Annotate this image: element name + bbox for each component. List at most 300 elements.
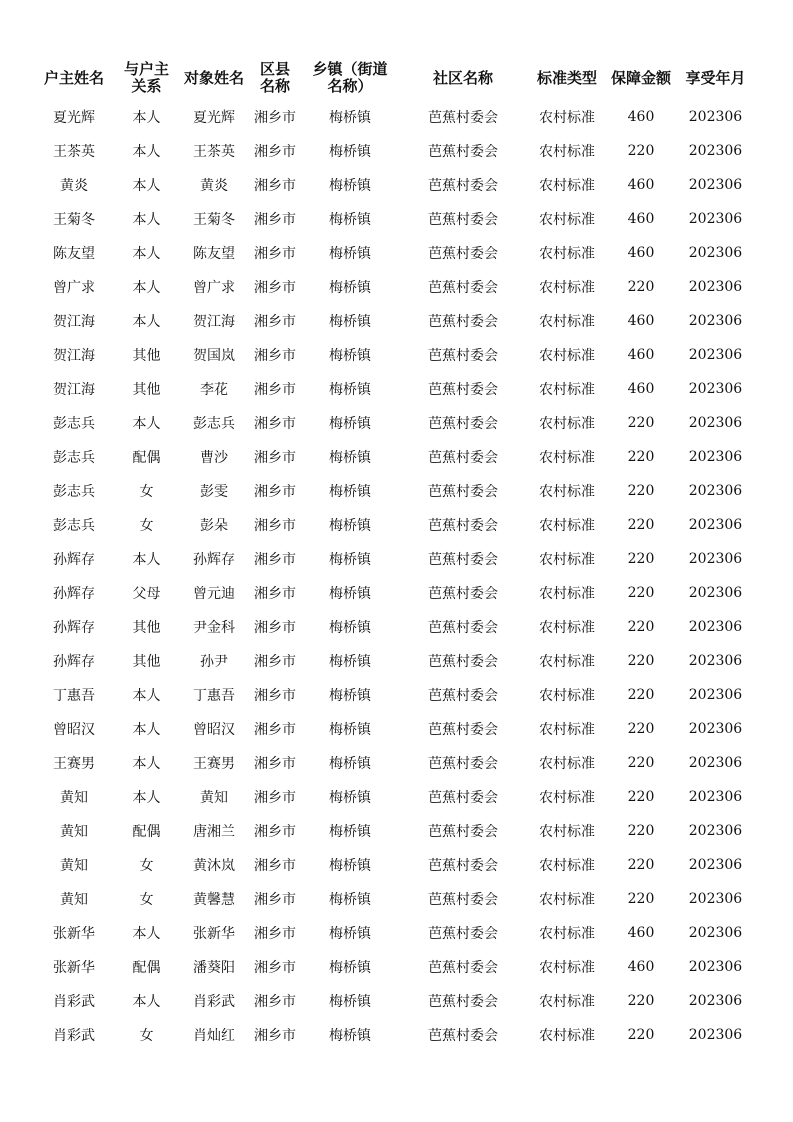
cell-head-name: 肖彩武	[53, 994, 95, 1010]
cell-period: 202306	[688, 551, 743, 567]
column-header-line: 户主姓名	[43, 68, 104, 87]
cell-amount: 220	[627, 721, 655, 737]
cell-target-name: 王茶英	[193, 144, 235, 160]
cell-town: 梅桥镇	[329, 620, 371, 636]
cell-target-name: 彭雯	[200, 484, 228, 500]
cell-period: 202306	[688, 109, 743, 125]
cell-period: 202306	[688, 483, 743, 499]
cell-town: 梅桥镇	[329, 518, 371, 534]
table-row	[35, 882, 755, 916]
cell-period: 202306	[688, 721, 743, 737]
cell-county: 湘乡市	[254, 484, 296, 500]
table-row	[35, 474, 755, 508]
cell-period: 202306	[688, 755, 743, 771]
cell-amount: 220	[627, 823, 655, 839]
cell-community: 芭蕉村委会	[428, 756, 498, 772]
table-row	[35, 372, 755, 406]
cell-period: 202306	[688, 857, 743, 873]
table-row	[35, 814, 755, 848]
cell-period: 202306	[688, 993, 743, 1009]
cell-target-name: 陈友望	[193, 246, 235, 262]
cell-county: 湘乡市	[254, 1028, 296, 1044]
cell-period: 202306	[688, 959, 743, 975]
cell-county: 湘乡市	[254, 450, 296, 466]
cell-period: 202306	[688, 279, 743, 295]
cell-standard-type: 农村标准	[539, 994, 595, 1010]
cell-period: 202306	[688, 177, 743, 193]
cell-community: 芭蕉村委会	[428, 858, 498, 874]
cell-target-name: 孙尹	[200, 654, 228, 670]
cell-town: 梅桥镇	[329, 858, 371, 874]
table-row	[35, 236, 755, 270]
cell-target-name: 贺国岚	[193, 348, 235, 364]
cell-community: 芭蕉村委会	[428, 654, 498, 670]
cell-town: 梅桥镇	[329, 790, 371, 806]
cell-community: 芭蕉村委会	[428, 178, 498, 194]
cell-amount: 220	[627, 279, 655, 295]
cell-standard-type: 农村标准	[539, 314, 595, 330]
cell-community: 芭蕉村委会	[428, 416, 498, 432]
cell-relation: 其他	[132, 348, 161, 364]
cell-county: 湘乡市	[254, 314, 296, 330]
cell-community: 芭蕉村委会	[428, 280, 498, 296]
cell-standard-type: 农村标准	[539, 110, 595, 126]
cell-standard-type: 农村标准	[539, 518, 595, 534]
cell-community: 芭蕉村委会	[428, 246, 498, 262]
cell-head-name: 贺江海	[53, 348, 95, 364]
cell-county: 湘乡市	[254, 416, 296, 432]
cell-community: 芭蕉村委会	[428, 994, 498, 1010]
cell-relation: 本人	[132, 280, 161, 296]
cell-town: 梅桥镇	[329, 348, 371, 364]
cell-town: 梅桥镇	[329, 688, 371, 704]
cell-standard-type: 农村标准	[539, 586, 595, 602]
table-row	[35, 848, 755, 882]
cell-target-name: 孙辉存	[193, 552, 235, 568]
cell-relation: 本人	[132, 688, 161, 704]
cell-amount: 220	[627, 449, 655, 465]
cell-period: 202306	[688, 313, 743, 329]
table-row	[35, 168, 755, 202]
column-header-standard-type	[528, 56, 606, 100]
cell-relation: 配偶	[132, 450, 161, 466]
cell-head-name: 王茶英	[53, 144, 95, 160]
cell-community: 芭蕉村委会	[428, 382, 498, 398]
column-header-line: 关系	[131, 77, 162, 95]
cell-town: 梅桥镇	[329, 314, 371, 330]
cell-town: 梅桥镇	[329, 960, 371, 976]
cell-amount: 220	[627, 619, 655, 635]
cell-community: 芭蕉村委会	[428, 722, 498, 738]
cell-relation: 本人	[132, 246, 161, 262]
cell-town: 梅桥镇	[329, 1028, 371, 1044]
cell-relation: 本人	[132, 790, 161, 806]
cell-community: 芭蕉村委会	[428, 110, 498, 126]
table-row	[35, 100, 755, 134]
cell-community: 芭蕉村委会	[428, 552, 498, 568]
cell-county: 湘乡市	[254, 892, 296, 908]
cell-town: 梅桥镇	[329, 994, 371, 1010]
cell-relation: 本人	[132, 416, 161, 432]
table-row	[35, 712, 755, 746]
cell-period: 202306	[688, 415, 743, 431]
cell-standard-type: 农村标准	[539, 926, 595, 942]
cell-target-name: 夏光辉	[193, 110, 235, 126]
cell-target-name: 曾广求	[193, 280, 235, 296]
cell-town: 梅桥镇	[329, 144, 371, 160]
cell-amount: 220	[627, 857, 655, 873]
column-header-line: 保障金额	[610, 68, 671, 87]
cell-county: 湘乡市	[254, 552, 296, 568]
table-body	[35, 100, 755, 1052]
column-header-community	[398, 56, 528, 100]
cell-standard-type: 农村标准	[539, 212, 595, 228]
cell-standard-type: 农村标准	[539, 756, 595, 772]
cell-county: 湘乡市	[254, 518, 296, 534]
column-header-period	[676, 56, 755, 100]
cell-target-name: 王赛男	[193, 756, 235, 772]
table-row	[35, 508, 755, 542]
cell-target-name: 贺江海	[193, 314, 235, 330]
cell-town: 梅桥镇	[329, 416, 371, 432]
cell-relation: 本人	[132, 144, 161, 160]
cell-standard-type: 农村标准	[539, 892, 595, 908]
beneficiary-table	[35, 56, 755, 1052]
column-header-relation	[113, 56, 180, 100]
cell-standard-type: 农村标准	[539, 178, 595, 194]
cell-amount: 460	[627, 245, 655, 261]
cell-standard-type: 农村标准	[539, 348, 595, 364]
cell-relation: 本人	[132, 212, 161, 228]
cell-county: 湘乡市	[254, 960, 296, 976]
cell-head-name: 丁惠吾	[53, 688, 95, 704]
cell-relation: 本人	[132, 994, 161, 1010]
table-row	[35, 338, 755, 372]
cell-town: 梅桥镇	[329, 654, 371, 670]
cell-community: 芭蕉村委会	[428, 586, 498, 602]
cell-amount: 220	[627, 143, 655, 159]
cell-community: 芭蕉村委会	[428, 688, 498, 704]
cell-standard-type: 农村标准	[539, 1028, 595, 1044]
cell-community: 芭蕉村委会	[428, 790, 498, 806]
table-row	[35, 304, 755, 338]
cell-community: 芭蕉村委会	[428, 212, 498, 228]
cell-county: 湘乡市	[254, 722, 296, 738]
column-header-line: 标准类型	[536, 68, 597, 87]
cell-target-name: 尹金科	[193, 620, 235, 636]
cell-community: 芭蕉村委会	[428, 348, 498, 364]
cell-amount: 460	[627, 211, 655, 227]
cell-amount: 220	[627, 551, 655, 567]
cell-amount: 460	[627, 381, 655, 397]
cell-relation: 本人	[132, 926, 161, 942]
cell-town: 梅桥镇	[329, 722, 371, 738]
cell-community: 芭蕉村委会	[428, 1028, 498, 1044]
cell-target-name: 黄沐岚	[193, 858, 235, 874]
cell-community: 芭蕉村委会	[428, 824, 498, 840]
cell-relation: 女	[139, 858, 154, 874]
cell-county: 湘乡市	[254, 144, 296, 160]
cell-standard-type: 农村标准	[539, 688, 595, 704]
column-header-line: 区县	[259, 60, 290, 78]
table-row	[35, 780, 755, 814]
cell-amount: 220	[627, 585, 655, 601]
cell-relation: 女	[139, 1028, 154, 1044]
cell-period: 202306	[688, 517, 743, 533]
cell-county: 湘乡市	[254, 858, 296, 874]
cell-period: 202306	[688, 245, 743, 261]
cell-target-name: 黄炎	[200, 178, 228, 194]
cell-amount: 460	[627, 313, 655, 329]
table-row	[35, 950, 755, 984]
cell-standard-type: 农村标准	[539, 484, 595, 500]
table-row	[35, 440, 755, 474]
cell-head-name: 陈友望	[53, 246, 95, 262]
cell-community: 芭蕉村委会	[428, 620, 498, 636]
cell-relation: 配偶	[132, 824, 161, 840]
cell-relation: 女	[139, 484, 154, 500]
table-row	[35, 916, 755, 950]
cell-town: 梅桥镇	[329, 382, 371, 398]
cell-period: 202306	[688, 143, 743, 159]
cell-county: 湘乡市	[254, 178, 296, 194]
table-row	[35, 270, 755, 304]
cell-standard-type: 农村标准	[539, 960, 595, 976]
cell-amount: 220	[627, 891, 655, 907]
cell-community: 芭蕉村委会	[428, 892, 498, 908]
cell-county: 湘乡市	[254, 382, 296, 398]
cell-target-name: 黄馨慧	[193, 892, 235, 908]
cell-period: 202306	[688, 891, 743, 907]
cell-standard-type: 农村标准	[539, 416, 595, 432]
cell-town: 梅桥镇	[329, 450, 371, 466]
cell-head-name: 孙辉存	[53, 552, 95, 568]
cell-target-name: 王菊冬	[193, 212, 235, 228]
cell-period: 202306	[688, 381, 743, 397]
cell-town: 梅桥镇	[329, 586, 371, 602]
column-header-line: 与户主	[123, 60, 169, 78]
cell-relation: 其他	[132, 620, 161, 636]
table-row	[35, 406, 755, 440]
cell-amount: 220	[627, 1027, 655, 1043]
table-row	[35, 984, 755, 1018]
cell-period: 202306	[688, 585, 743, 601]
cell-town: 梅桥镇	[329, 246, 371, 262]
cell-town: 梅桥镇	[329, 824, 371, 840]
cell-standard-type: 农村标准	[539, 280, 595, 296]
cell-head-name: 彭志兵	[53, 416, 95, 432]
cell-county: 湘乡市	[254, 824, 296, 840]
cell-head-name: 黄知	[60, 858, 88, 874]
column-header-town	[302, 56, 398, 100]
cell-standard-type: 农村标准	[539, 552, 595, 568]
cell-target-name: 肖彩武	[193, 994, 235, 1010]
cell-head-name: 曾昭汉	[53, 722, 95, 738]
cell-head-name: 张新华	[53, 926, 95, 942]
cell-relation: 本人	[132, 756, 161, 772]
cell-target-name: 彭志兵	[193, 416, 235, 432]
cell-target-name: 张新华	[193, 926, 235, 942]
column-header-line: 乡镇（街道	[312, 60, 388, 78]
cell-standard-type: 农村标准	[539, 654, 595, 670]
table-row	[35, 202, 755, 236]
cell-amount: 460	[627, 347, 655, 363]
cell-town: 梅桥镇	[329, 484, 371, 500]
table-row	[35, 1018, 755, 1052]
table-row	[35, 746, 755, 780]
cell-standard-type: 农村标准	[539, 722, 595, 738]
cell-county: 湘乡市	[254, 756, 296, 772]
cell-amount: 220	[627, 789, 655, 805]
cell-amount: 460	[627, 109, 655, 125]
cell-head-name: 王菊冬	[53, 212, 95, 228]
column-header-amount	[606, 56, 676, 100]
cell-head-name: 肖彩武	[53, 1028, 95, 1044]
cell-amount: 460	[627, 925, 655, 941]
cell-target-name: 肖灿红	[193, 1028, 235, 1044]
table-row	[35, 678, 755, 712]
table-row	[35, 542, 755, 576]
cell-relation: 父母	[132, 586, 161, 602]
table-row	[35, 576, 755, 610]
cell-standard-type: 农村标准	[539, 450, 595, 466]
cell-period: 202306	[688, 687, 743, 703]
cell-amount: 220	[627, 415, 655, 431]
cell-target-name: 曾元迪	[193, 586, 235, 602]
cell-amount: 460	[627, 959, 655, 975]
column-header-line: 名称）	[327, 77, 373, 95]
cell-standard-type: 农村标准	[539, 790, 595, 806]
cell-amount: 220	[627, 483, 655, 499]
cell-county: 湘乡市	[254, 110, 296, 126]
cell-relation: 其他	[132, 654, 161, 670]
cell-amount: 460	[627, 177, 655, 193]
cell-county: 湘乡市	[254, 926, 296, 942]
cell-head-name: 黄知	[60, 790, 88, 806]
cell-relation: 本人	[132, 110, 161, 126]
cell-head-name: 王赛男	[53, 756, 95, 772]
cell-community: 芭蕉村委会	[428, 926, 498, 942]
table-row	[35, 644, 755, 678]
cell-county: 湘乡市	[254, 212, 296, 228]
cell-period: 202306	[688, 449, 743, 465]
cell-period: 202306	[688, 619, 743, 635]
cell-head-name: 彭志兵	[53, 484, 95, 500]
column-header-line: 名称	[259, 77, 290, 95]
cell-town: 梅桥镇	[329, 110, 371, 126]
cell-period: 202306	[688, 211, 743, 227]
cell-community: 芭蕉村委会	[428, 960, 498, 976]
cell-period: 202306	[688, 789, 743, 805]
cell-target-name: 李花	[200, 382, 228, 398]
cell-target-name: 曾昭汉	[193, 722, 235, 738]
cell-county: 湘乡市	[254, 348, 296, 364]
cell-standard-type: 农村标准	[539, 246, 595, 262]
cell-standard-type: 农村标准	[539, 382, 595, 398]
cell-head-name: 黄炎	[60, 178, 88, 194]
table-row	[35, 134, 755, 168]
cell-county: 湘乡市	[254, 654, 296, 670]
cell-relation: 女	[139, 892, 154, 908]
cell-community: 芭蕉村委会	[428, 518, 498, 534]
column-header-county	[248, 56, 302, 100]
table-header-row	[35, 56, 755, 100]
cell-target-name: 唐湘兰	[193, 824, 235, 840]
cell-town: 梅桥镇	[329, 212, 371, 228]
cell-community: 芭蕉村委会	[428, 144, 498, 160]
cell-relation: 本人	[132, 314, 161, 330]
cell-relation: 本人	[132, 722, 161, 738]
cell-head-name: 张新华	[53, 960, 95, 976]
cell-amount: 220	[627, 653, 655, 669]
column-header-head-name	[35, 56, 113, 100]
cell-target-name: 曹沙	[200, 450, 228, 466]
cell-head-name: 孙辉存	[53, 620, 95, 636]
cell-amount: 220	[627, 993, 655, 1009]
cell-community: 芭蕉村委会	[428, 450, 498, 466]
cell-town: 梅桥镇	[329, 892, 371, 908]
cell-county: 湘乡市	[254, 246, 296, 262]
cell-county: 湘乡市	[254, 620, 296, 636]
cell-head-name: 贺江海	[53, 382, 95, 398]
cell-town: 梅桥镇	[329, 756, 371, 772]
cell-relation: 配偶	[132, 960, 161, 976]
cell-town: 梅桥镇	[329, 178, 371, 194]
cell-period: 202306	[688, 1027, 743, 1043]
cell-head-name: 彭志兵	[53, 450, 95, 466]
cell-period: 202306	[688, 347, 743, 363]
cell-community: 芭蕉村委会	[428, 314, 498, 330]
column-header-line: 享受年月	[685, 68, 746, 87]
cell-county: 湘乡市	[254, 586, 296, 602]
cell-head-name: 黄知	[60, 824, 88, 840]
cell-relation: 女	[139, 518, 154, 534]
cell-head-name: 孙辉存	[53, 654, 95, 670]
cell-town: 梅桥镇	[329, 552, 371, 568]
cell-county: 湘乡市	[254, 994, 296, 1010]
cell-county: 湘乡市	[254, 280, 296, 296]
cell-relation: 本人	[132, 552, 161, 568]
cell-amount: 220	[627, 687, 655, 703]
cell-head-name: 夏光辉	[53, 110, 95, 126]
cell-target-name: 潘葵阳	[193, 960, 235, 976]
column-header-target-name	[180, 56, 248, 100]
cell-target-name: 彭朵	[200, 518, 228, 534]
cell-relation: 其他	[132, 382, 161, 398]
cell-period: 202306	[688, 823, 743, 839]
cell-head-name: 黄知	[60, 892, 88, 908]
cell-community: 芭蕉村委会	[428, 484, 498, 500]
cell-period: 202306	[688, 925, 743, 941]
cell-standard-type: 农村标准	[539, 824, 595, 840]
cell-head-name: 彭志兵	[53, 518, 95, 534]
cell-head-name: 曾广求	[53, 280, 95, 296]
table-row	[35, 610, 755, 644]
cell-county: 湘乡市	[254, 790, 296, 806]
cell-standard-type: 农村标准	[539, 858, 595, 874]
cell-standard-type: 农村标准	[539, 620, 595, 636]
cell-head-name: 孙辉存	[53, 586, 95, 602]
cell-head-name: 贺江海	[53, 314, 95, 330]
cell-amount: 220	[627, 755, 655, 771]
cell-target-name: 黄知	[200, 790, 228, 806]
cell-town: 梅桥镇	[329, 280, 371, 296]
cell-period: 202306	[688, 653, 743, 669]
cell-amount: 220	[627, 517, 655, 533]
column-header-line: 对象姓名	[183, 68, 244, 87]
cell-target-name: 丁惠吾	[193, 688, 235, 704]
cell-town: 梅桥镇	[329, 926, 371, 942]
